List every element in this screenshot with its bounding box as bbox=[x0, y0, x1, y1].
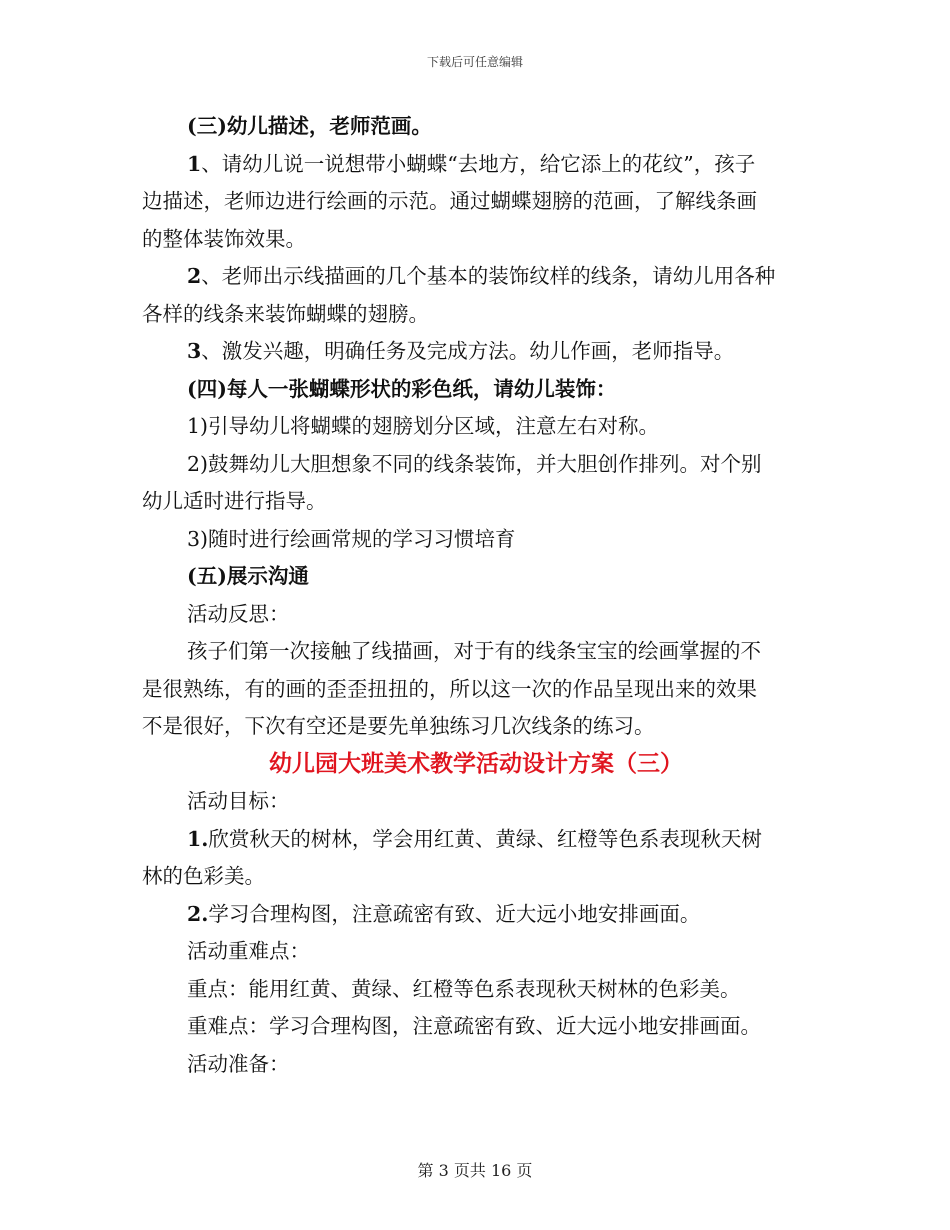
text-line bbox=[142, 258, 810, 296]
text-line bbox=[142, 521, 810, 559]
text-line bbox=[142, 333, 810, 371]
text-line bbox=[142, 483, 810, 521]
line-text: 欣赏秋天的树林，学会用红黄、黄绿、红橙等色系表现秋天树 bbox=[208, 826, 762, 851]
text-line bbox=[142, 858, 810, 896]
text-line bbox=[142, 783, 810, 821]
text-line bbox=[142, 933, 810, 971]
line-text: 学习合理构图，注意疏密有致、近大远小地安排画面。 bbox=[208, 901, 701, 926]
text-line bbox=[142, 896, 810, 934]
text-line bbox=[142, 371, 810, 409]
line-text: 活动准备： bbox=[187, 1051, 290, 1076]
line-text: 3)随时进行绘画常规的学习习惯培育 bbox=[187, 526, 516, 551]
item-number: 1 bbox=[187, 151, 202, 176]
line-text: 活动重难点： bbox=[187, 939, 310, 963]
line-text: 、激发兴趣，明确任务及完成方法。幼儿作画，老师指导。 bbox=[201, 339, 735, 363]
line-text: 边描述，老师边进行绘画的示范。通过蝴蝶翅膀的范画，了解线条画 bbox=[142, 189, 757, 213]
item-number: 1. bbox=[187, 826, 209, 851]
text-line bbox=[142, 671, 810, 709]
text-line bbox=[142, 183, 810, 221]
document-body bbox=[142, 108, 810, 1083]
line-text: 不是很好，下次有空还是要先单独练习几次线条的练习。 bbox=[142, 714, 655, 738]
text-line bbox=[142, 633, 810, 671]
text-line bbox=[142, 408, 810, 446]
text-line bbox=[142, 596, 810, 634]
line-text: 幼儿适时进行指导。 bbox=[142, 489, 327, 513]
item-number: 3 bbox=[187, 339, 202, 363]
text-line bbox=[142, 221, 810, 259]
text-line bbox=[142, 296, 810, 334]
line-text: 、老师出示线描画的几个基本的装饰纹样的线条，请幼儿用各种 bbox=[201, 264, 776, 288]
text-line bbox=[142, 446, 810, 484]
text-line bbox=[142, 108, 810, 146]
text-line bbox=[142, 1046, 810, 1084]
line-text: 的整体装饰效果。 bbox=[142, 226, 306, 251]
text-line bbox=[142, 821, 810, 859]
text-line bbox=[142, 708, 810, 746]
line-text: (三)幼儿描述，老师范画。 bbox=[187, 114, 432, 138]
line-text: (五)展示沟通 bbox=[187, 564, 309, 588]
line-text: 孩子们第一次接触了线描画，对于有的线条宝宝的绘画掌握的不 bbox=[187, 639, 761, 663]
line-text: 2)鼓舞幼儿大胆想象不同的线条装饰，并大胆创作排列。对个别 bbox=[187, 451, 762, 476]
text-line bbox=[142, 558, 810, 596]
text-line bbox=[142, 1008, 810, 1046]
line-text: 重难点：学习合理构图，注意疏密有致、近大远小地安排画面。 bbox=[187, 1014, 761, 1038]
line-text: 是很熟练，有的画的歪歪扭扭的，所以这一次的作品呈现出来的效果 bbox=[142, 676, 757, 701]
text-line bbox=[142, 971, 810, 1009]
line-text: 1)引导幼儿将蝴蝶的翅膀划分区域，注意左右对称。 bbox=[187, 414, 660, 438]
text-line bbox=[142, 146, 810, 184]
section-title bbox=[142, 746, 810, 784]
line-text: 活动目标： bbox=[187, 789, 290, 813]
item-number: 2. bbox=[187, 901, 209, 926]
line-text: 活动反思： bbox=[187, 601, 290, 626]
page-header: 下载后可任意编辑 bbox=[426, 55, 523, 69]
line-text: 各样的线条来装饰蝴蝶的翅膀。 bbox=[142, 301, 429, 326]
line-text: (四)每人一张蝴蝶形状的彩色纸，请幼儿装饰： bbox=[187, 376, 617, 401]
line-text: 重点：能用红黄、黄绿、红橙等色系表现秋天树林的色彩美。 bbox=[187, 976, 741, 1001]
page-footer: 第 3 页共 16 页 bbox=[417, 1161, 533, 1180]
item-number: 2 bbox=[187, 264, 202, 288]
line-text: 林的色彩美。 bbox=[142, 864, 265, 888]
line-text: 、请幼儿说一说想带小蝴蝶“去地方，给它添上的花纹”，孩子 bbox=[201, 151, 756, 176]
line-text: 幼儿园大班美术教学活动设计方案（三） bbox=[269, 750, 683, 777]
